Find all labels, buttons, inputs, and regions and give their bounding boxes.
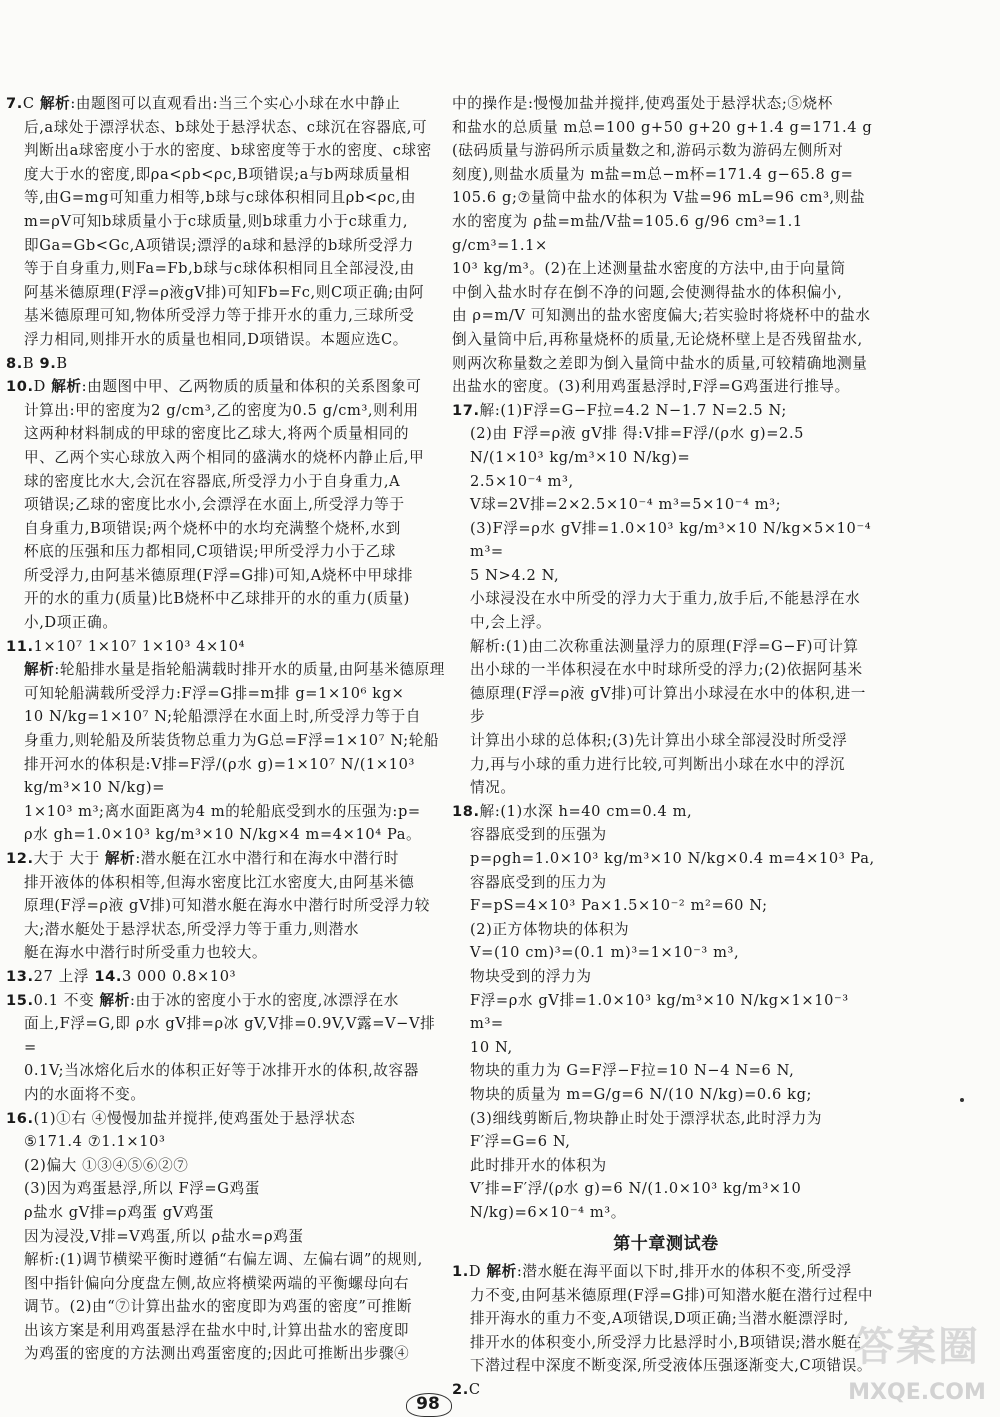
answer-line	[6, 989, 446, 1013]
text-line	[6, 705, 446, 729]
answer-line	[6, 352, 446, 376]
item-number: 12.	[6, 850, 34, 867]
text-line: :由题图中甲、乙两物质的质量和体积的关系图象可	[81, 378, 422, 396]
text-line	[452, 776, 880, 800]
text-line	[452, 352, 880, 376]
text-span: 由 ρ=m/V 可知测出的盐水密度偏大;若实验时将烧杯中的盐水	[452, 307, 871, 325]
text-span: 中倒入盐水时存在倒不净的问题,会使测得盐水的体积偏小,	[452, 283, 843, 301]
text-line	[452, 116, 880, 140]
answer-item	[6, 847, 446, 965]
answer-line	[452, 1378, 880, 1402]
text-span: 即Ga=Gb<Gc,A项错误;漂浮的a球和悬浮的b球所受浮力	[24, 236, 414, 254]
item-answer: (1)①右 ④慢慢加盐并搅拌,使鸡蛋处于悬浮状态	[33, 1109, 356, 1127]
answer-line	[452, 399, 880, 423]
text-line	[452, 918, 880, 942]
text-span: 图中指针偏向分度盘左侧,故应将横梁两端的平衡螺母向右	[24, 1274, 410, 1292]
text-line	[452, 1036, 880, 1060]
watermark-url: MXQE.COM	[848, 1380, 986, 1405]
text-span: 下潜过程中深度不断变深,所受液体压强逐渐变大,C项错误。	[470, 1357, 873, 1375]
analysis-label: 解析	[24, 661, 55, 679]
text-line	[6, 682, 446, 706]
text-span: (3)F浮=ρ水 gV排=1.0×10³ kg/m³×10 N/kg×5×10⁻⁴ m³=	[470, 519, 872, 561]
text-span: 调节。(2)由“⑦计算出盐水的密度即为鸡蛋的密度”可推断	[24, 1298, 413, 1316]
text-span: p=ρgh=1.0×10³ kg/m³×10 N/kg×0.4 m=4×10³ Pa,	[470, 850, 875, 867]
item-answer: C	[22, 95, 35, 112]
text-line	[6, 941, 446, 965]
answer-line	[6, 965, 446, 989]
text-span: F′浮=G=6 N,	[470, 1133, 571, 1151]
text-line	[452, 729, 880, 753]
text-span: F=pS=4×10³ Pa×1.5×10⁻² m²=60 N;	[470, 897, 768, 915]
text-line	[6, 823, 446, 847]
text-span: 甲、乙两个实心球放入两个相同的盛满水的烧杯内静止后,甲	[24, 448, 425, 466]
item-answer: 1×10⁷ 1×10⁷ 1×10³ 4×10⁴	[33, 637, 246, 655]
text-span: 物块受到的浮力为	[470, 967, 592, 985]
text-line	[452, 1154, 880, 1178]
text-span: 倒入量筒中后,再称量烧杯的质量,无论烧杯壁上是否残留盐水,	[452, 330, 863, 348]
item-answer: D	[468, 1263, 482, 1281]
text-span: 105.6 g;⑦量筒中盐水的体积为 V盐=96 mL=96 cm³,则盐	[452, 189, 866, 207]
answer-item	[6, 1107, 446, 1367]
text-line	[6, 1319, 446, 1343]
text-line	[6, 1177, 446, 1201]
text-span: (3)细线剪断后,物块静止时处于漂浮状态,此时浮力为	[470, 1109, 823, 1127]
text-span: 物块的重力为 G=F浮−F拉=10 N−4 N=6 N,	[470, 1062, 795, 1080]
text-line	[6, 304, 446, 328]
item-number: 8.	[6, 354, 23, 372]
text-line	[6, 1083, 446, 1107]
item-number: 1.	[452, 1263, 469, 1281]
text-span: (2)由 F浮=ρ液 gV排 得:V排=F浮/(ρ水 g)=2.5 N/(1×10³ kg/m³×10 N/kg)=	[470, 425, 805, 466]
analysis-label: 解析	[51, 378, 82, 396]
text-line: :潜水艇在江水中潜行和在海水中潜行时	[135, 850, 400, 867]
text-line	[6, 328, 446, 352]
text-span: 德原理(F浮=ρ液 gV排)可计算出小球浸在水中的体积,进一步	[470, 684, 866, 726]
text-line	[452, 328, 880, 352]
text-line	[6, 210, 446, 234]
text-line	[452, 304, 880, 328]
analysis-label: 解析	[486, 1263, 517, 1281]
page-number	[400, 1393, 456, 1415]
text-span: 小,D项正确。	[24, 614, 118, 632]
text-line	[6, 1059, 446, 1083]
text-span: 10³ kg/m³。(2)在上述测量盐水密度的方法中,由于向量筒	[452, 260, 846, 278]
text-line	[6, 564, 446, 588]
text-line	[6, 611, 446, 635]
text-span: (3)因为鸡蛋悬浮,所以 F浮=G鸡蛋	[24, 1180, 260, 1198]
margin-dot	[960, 1098, 964, 1102]
text-line	[452, 894, 880, 918]
item-number: 13.	[6, 967, 34, 985]
text-span: 计算出小球的总体积;(3)先计算出小球全部浸没时所受浮	[470, 732, 848, 750]
text-line	[452, 92, 880, 116]
text-span: ρ水 gh=1.0×10³ kg/m³×10 N/kg×4 m=4×10⁴ Pa。	[24, 826, 422, 844]
text-span: m=ρV可知b球质量小于c球质量,则b球重力小于c球重力,	[24, 212, 409, 230]
item-number: 7.	[6, 95, 23, 112]
text-span: 力,再与小球的重力进行比较,可判断出小球在水中的浮沉	[470, 755, 846, 773]
text-span: V′排=F′浮/(ρ水 g)=6 N/(1.0×10³ kg/m³×10 N/kg)=6×10⁻⁴ m³。	[470, 1180, 802, 1221]
item-answer: 3 000 0.8×10³	[121, 967, 237, 985]
answer-item	[452, 1260, 880, 1378]
text-span: 水的密度为 ρ盐=m盐/V盐=105.6 g/96 cm³=1.1 g/cm³=1.1×	[452, 212, 803, 254]
item-number: 2.	[452, 1381, 469, 1399]
text-span: 内的水面将不变。	[24, 1085, 146, 1103]
text-line	[452, 422, 880, 469]
watermark-text: 答案圈	[854, 1324, 980, 1370]
text-line	[452, 753, 880, 777]
text-line	[452, 941, 880, 965]
text-line	[6, 1295, 446, 1319]
answer-item	[6, 965, 446, 989]
text-line	[6, 1342, 446, 1366]
text-line	[452, 517, 880, 564]
text-line	[452, 871, 880, 895]
answer-line	[6, 1107, 446, 1131]
text-span: 小球浸没在水中所受的浮力大于重力,放手后,不能悬浮在水	[470, 590, 861, 608]
text-line	[6, 1201, 446, 1225]
text-span: 因为浸没,V排=V鸡蛋,所以 ρ盐水=ρ鸡蛋	[24, 1227, 304, 1245]
text-line	[452, 493, 880, 517]
item-number: 11.	[6, 637, 34, 655]
text-span: 刻度),则盐水质量为 m盐=m总−m杯=171.4 g−65.8 g=	[452, 165, 854, 183]
text-line	[452, 210, 880, 257]
text-line	[6, 446, 446, 470]
text-line	[452, 1130, 880, 1154]
analysis-label: 解析	[39, 95, 71, 112]
text-span: 项错误;乙球的密度比水小,会漂浮在水面上,所受浮力等于	[24, 496, 405, 514]
text-span: 力不变,由阿基米德原理(F浮=G排)可知潜水艇在潜行过程中	[470, 1286, 874, 1304]
text-line	[452, 658, 880, 682]
text-line	[6, 139, 446, 163]
answer-line	[6, 92, 446, 116]
text-line	[452, 281, 880, 305]
watermark-logo	[842, 1312, 992, 1408]
text-span: 等于自身重力,则Fa=Fb,b球与c球体积相同且全部浸没,由	[24, 260, 415, 278]
text-line	[6, 517, 446, 541]
text-span: 为鸡蛋的密度的方法测出鸡蛋密度的;因此可推断出步骤④	[24, 1345, 410, 1363]
text-span: 解析:(1)由二次称重法测量浮力的原理(F浮=G−F)可计算	[470, 637, 859, 655]
text-span: 排开河水的体积是:V排=F浮/(ρ水 g)=1×10⁷ N/(1×10³ kg/m³×10 N/kg)=	[24, 755, 415, 797]
text-span: 物块的质量为 m=G/g=6 N/(10 N/kg)=0.6 kg;	[470, 1085, 813, 1103]
text-span: 5 N>4.2 N,	[470, 566, 560, 584]
answer-item	[452, 800, 880, 1225]
text-line	[6, 1225, 446, 1249]
item-answer: 0.1 不变	[33, 991, 95, 1009]
text-line	[452, 1059, 880, 1083]
text-span: 浮力相同,则排开水的质量也相同,D项错误。本题应选C。	[24, 330, 409, 348]
text-line	[452, 564, 880, 588]
text-line	[452, 1083, 880, 1107]
text-span: 杯底的压强和压力都相同,C项错误;甲所受浮力小于乙球	[24, 543, 396, 561]
text-line	[452, 1107, 880, 1131]
text-span: 1×10³ m³;离水面距离为4 m的轮船底受到水的压强为:p=	[24, 802, 421, 820]
text-line	[452, 257, 880, 281]
answer-line	[6, 375, 446, 399]
answer-item	[6, 635, 446, 847]
item-answer: C	[468, 1381, 481, 1399]
text-span: F浮=ρ水 gV排=1.0×10³ kg/m³×10 N/kg×1×10⁻³ m³=	[470, 991, 849, 1033]
text-line: :由于冰的密度小于水的密度,冰漂浮在水	[129, 991, 399, 1009]
page-number-text: 98	[416, 1394, 440, 1414]
answer-line	[6, 635, 446, 659]
text-span: 排开液体的体积相等,但海水密度比江水密度大,由阿基米德	[24, 873, 415, 891]
answer-item	[452, 399, 880, 800]
text-line	[452, 470, 880, 494]
text-line	[6, 422, 446, 446]
text-line	[6, 871, 446, 895]
text-line	[6, 1272, 446, 1296]
text-span: 后,a球处于漂浮状态、b球处于悬浮状态、c球沉在容器底,可	[24, 118, 428, 136]
text-span: 则两次称量数之差即为倒入量筒中盐水的质量,可较精确地测量	[452, 354, 868, 372]
text-line	[6, 1130, 446, 1154]
item-answer: 解:(1)F浮=G−F拉=4.2 N−1.7 N=2.5 N;	[479, 401, 787, 419]
text-line	[6, 729, 446, 753]
text-line	[6, 1154, 446, 1178]
text-span: 和盐水的总质量 m总=100 g+50 g+20 g+1.4 g=171.4 g	[452, 118, 873, 136]
text-span: 容器底受到的压强为	[470, 826, 607, 844]
text-span: ⑤171.4 ⑦1.1×10³	[24, 1133, 166, 1151]
text-line	[452, 611, 880, 635]
text-line	[6, 918, 446, 942]
item-answer: B	[56, 354, 68, 372]
text-line	[452, 186, 880, 210]
text-line	[6, 257, 446, 281]
text-line	[6, 399, 446, 423]
text-line	[6, 540, 446, 564]
text-line	[452, 1177, 880, 1224]
text-line	[6, 163, 446, 187]
text-span: 基米德原理可知,物体所受浮力等于排开水的重力,三球所受	[24, 307, 415, 325]
text-span: 所受浮力,由阿基米德原理(F浮=G排)可知,A烧杯中甲球排	[24, 566, 414, 584]
text-span: (2)偏大 ①③④⑤⑥②⑦	[24, 1156, 189, 1174]
text-line	[452, 587, 880, 611]
text-line	[6, 493, 446, 517]
item-number: 9.	[39, 354, 57, 372]
text-line	[6, 800, 446, 824]
answer-item	[6, 375, 446, 635]
text-span: 等,由G=mg可知重力相等,b球与c球体积相同且ρb<ρc,由	[24, 189, 417, 207]
text-line	[6, 116, 446, 140]
item-number: 10.	[6, 378, 34, 396]
text-line	[6, 753, 446, 800]
text-line	[6, 470, 446, 494]
text-span: 10 N,	[470, 1038, 513, 1056]
answer-item	[452, 1378, 880, 1402]
answer-item	[6, 92, 446, 352]
answer-item	[6, 989, 446, 1107]
text-line	[452, 1284, 880, 1308]
left-column	[6, 92, 446, 1366]
right-column	[452, 92, 880, 1402]
chapter-heading: 第十章测试卷	[613, 1233, 719, 1254]
answer-item	[6, 352, 446, 376]
answer-item	[452, 92, 880, 399]
text-line	[6, 186, 446, 210]
text-span: 出盐水的密度。(3)利用鸡蛋悬浮时,F浮=G鸡蛋进行推导。	[452, 378, 850, 396]
text-line	[6, 281, 446, 305]
answer-line	[452, 1260, 880, 1284]
text-span: V=(10 cm)³=(0.1 m)³=1×10⁻³ m³,	[470, 944, 740, 962]
text-line	[452, 635, 880, 659]
text-line	[452, 1307, 880, 1331]
item-answer: D	[33, 378, 46, 396]
text-span: 开的水的重力(质量)比B烧杯中乙球排开的水的重力(质量)	[24, 590, 410, 608]
item-number: 14.	[94, 967, 122, 985]
item-number: 18.	[452, 802, 480, 820]
item-answer: 27 上浮	[33, 967, 90, 985]
text-span: 中的操作是:慢慢加盐并搅拌,使鸡蛋处于悬浮状态;⑤烧杯	[452, 95, 833, 112]
text-line	[452, 847, 880, 871]
text-line	[6, 587, 446, 611]
text-line	[452, 1354, 880, 1378]
text-span: :轮船排水量是指轮船满载时排开水的质量,由阿基米德原理	[54, 661, 445, 679]
text-line: :由题图可以直观看出:当三个实心小球在水中静止	[70, 95, 401, 112]
text-span: 此时排开水的体积为	[470, 1156, 607, 1174]
text-span: 判断出a球密度小于水的密度、b球密度等于水的密度、c球密	[24, 142, 432, 160]
text-span: 可知轮船满载所受浮力:F浮=G排=m排 g=1×10⁶ kg×	[24, 684, 405, 702]
text-span: 自身重力,B项错误;两个烧杯中的水均充满整个烧杯,水到	[24, 519, 401, 537]
text-span: 中,会上浮。	[470, 614, 552, 632]
item-answer: 解:(1)水深 h=40 cm=0.4 m,	[479, 802, 693, 820]
text-span: 出该方案是利用鸡蛋悬浮在盐水中时,计算出盐水的密度即	[24, 1321, 410, 1339]
text-span: (砝码质量与游码所示质量数之和,游码示数为游码左侧所对	[452, 142, 844, 160]
item-number: 17.	[452, 401, 480, 419]
text-span: 原理(F浮=ρ液 gV排)可知潜水艇在海水中潜行时所受浮力较	[24, 897, 430, 915]
text-span: 球的密度比水大,会沉在容器底,所受浮力小于自身重力,A	[24, 472, 401, 490]
text-line	[452, 682, 880, 729]
text-line	[6, 234, 446, 258]
text-line	[6, 1012, 446, 1059]
text-span: 计算出:甲的密度为2 g/cm³,乙的密度为0.5 g/cm³,则利用	[24, 401, 419, 419]
text-line: :潜水艇在海平面以下时,排开水的体积不变,所受浮	[516, 1263, 852, 1281]
answer-line	[6, 847, 446, 871]
text-span: 面上,F浮=G,即 ρ水 gV排=ρ冰 gV,V排=0.9V,V露=V−V排=	[24, 1015, 436, 1056]
text-span: (2)正方体物块的体积为	[470, 920, 630, 938]
analysis-label: 解析	[104, 850, 136, 867]
text-line	[6, 1248, 446, 1272]
text-line	[6, 894, 446, 918]
text-span: 出小球的一半体积浸在水中时球所受的浮力;(2)依据阿基米	[470, 661, 863, 679]
text-line	[452, 989, 880, 1036]
text-span: V球=2V排=2×2.5×10⁻⁴ m³=5×10⁻⁴ m³;	[470, 496, 782, 514]
text-span: 10 N/kg=1×10⁷ N;轮船漂浮在水面上时,所受浮力等于自	[24, 708, 421, 726]
item-answer: 大于 大于	[33, 850, 100, 867]
text-line	[452, 163, 880, 187]
text-span: ρ盐水 gV排=ρ鸡蛋 gV鸡蛋	[24, 1203, 215, 1221]
text-span: 容器底受到的压力为	[470, 873, 607, 891]
text-line	[452, 375, 880, 399]
item-answer: B	[22, 354, 35, 372]
text-line	[452, 1331, 880, 1355]
text-span: 情况。	[470, 779, 516, 797]
text-span: 度大于水的密度,即ρa<ρb<ρc,B项错误;a与b两球质量相	[24, 165, 411, 183]
answer-line	[452, 800, 880, 824]
text-span: 2.5×10⁻⁴ m³,	[470, 472, 574, 490]
text-span: 0.1V;当冰熔化后水的体积正好等于冰排开水的体积,故容器	[24, 1062, 419, 1080]
item-number: 15.	[6, 991, 34, 1009]
text-line	[452, 965, 880, 989]
text-span: 排开海水的重力不变,A项错误,D项正确;当潜水艇漂浮时,	[470, 1310, 849, 1328]
text-line	[6, 658, 446, 682]
text-span: 排开水的体积变小,所受浮力比悬浮时小,B项错误;潜水艇在	[470, 1333, 862, 1351]
item-number: 16.	[6, 1109, 34, 1127]
text-line	[452, 139, 880, 163]
text-span: 大;潜水艇处于悬浮状态,所受浮力等于重力,则潜水	[24, 920, 360, 938]
text-span: 解析:(1)调节横梁平衡时遵循“右偏左调、左偏右调”的规则,	[24, 1251, 423, 1269]
text-span: 身重力,则轮船及所装货物总重力为G总=F浮=1×10⁷ N;轮船	[24, 732, 440, 750]
analysis-label: 解析	[99, 991, 130, 1009]
text-span: 这两种材料制成的甲球的密度比乙球大,将两个质量相同的	[24, 425, 410, 443]
text-span: 艇在海水中潜行时所受重力也较大。	[24, 944, 268, 962]
text-line	[452, 823, 880, 847]
text-span: 阿基米德原理(F浮=ρ液gV排)可知Fb=Fc,则C项正确;由阿	[24, 283, 425, 301]
